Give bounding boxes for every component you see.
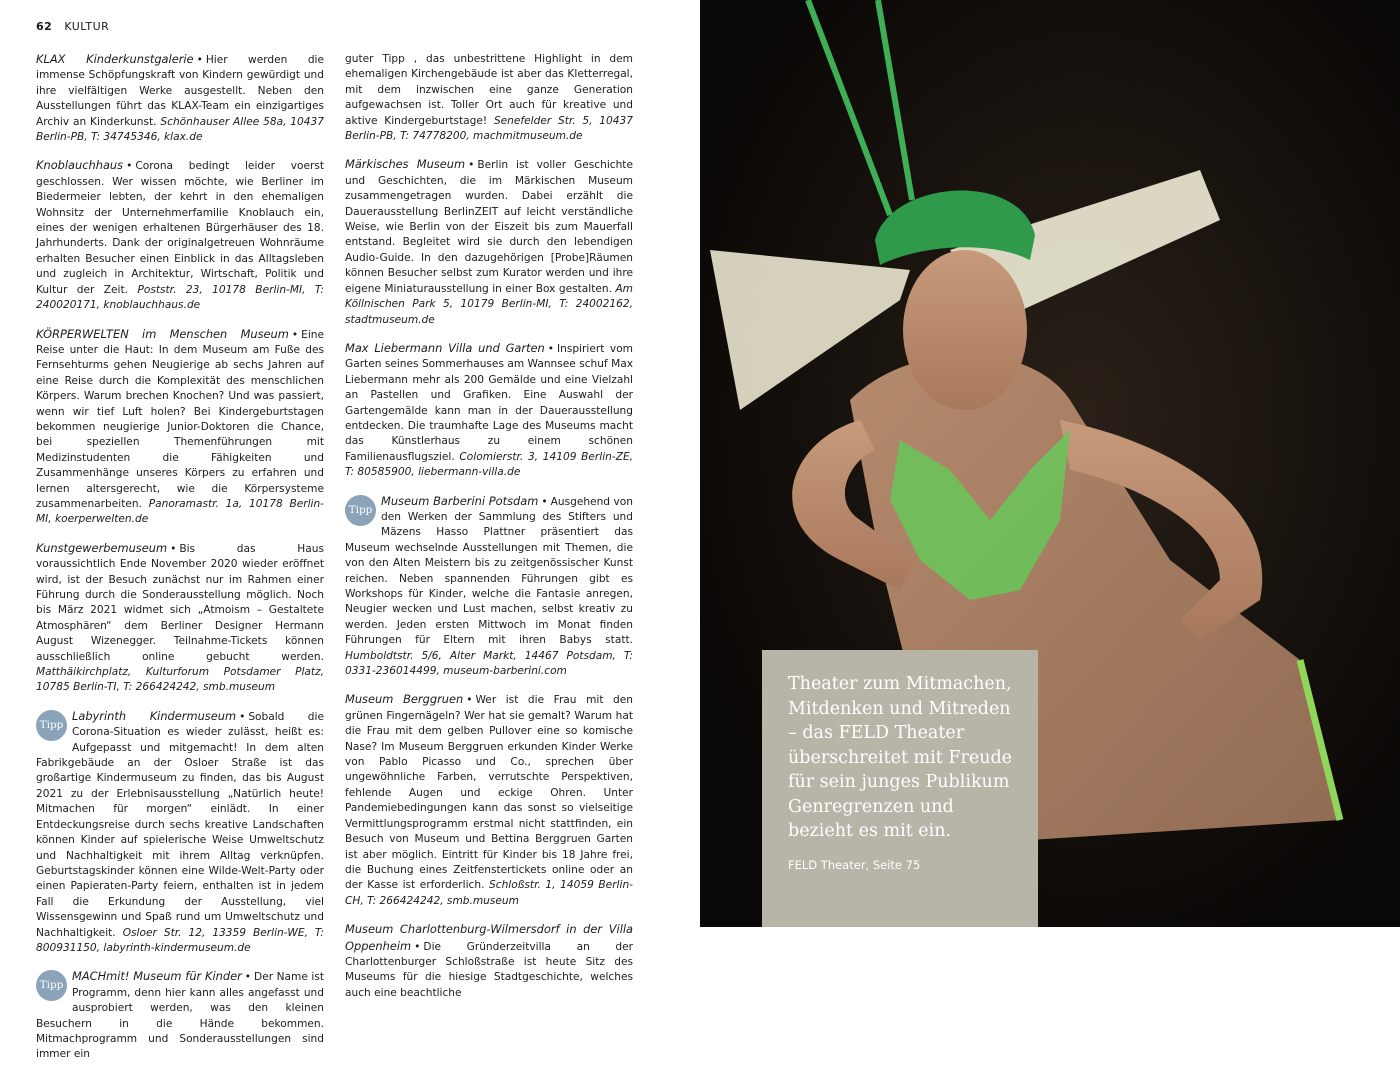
entry-machmit bbox=[36, 969, 324, 1062]
entry-address: Poststr. 23, 10178 Berlin-MI, T: 240020171, knoblauchhaus.de bbox=[36, 283, 325, 312]
right-text-column bbox=[345, 52, 633, 1014]
entry-separator: • bbox=[468, 159, 475, 172]
caption-credit: FELD Theater, Seite 75 bbox=[788, 857, 921, 872]
entry-title: KÖRPERWELTEN im Menschen Museum bbox=[36, 326, 289, 341]
entry-text: Corona bedingt leider voerst geschlossen. Wer wissen möchte, wie Berliner im Biedermeier lebten, der kehrt in den ehemaligen Wohnsitz der Unternehmerfamilie Knoblauch ein, eines der wenigen erhaltenen Bürgerhäuser des 18. Jahrhunderts. Dank der originalgetreuen Wohnräume erhalten Besucher einen Einblick in das Alltagsleben und zugleich in Architektur, Wirtschaft, Politik und Kultur der Zeit. bbox=[36, 160, 324, 296]
entry-liebermann-villa bbox=[345, 341, 633, 481]
entry-separator: • bbox=[291, 328, 299, 341]
left-column bbox=[36, 52, 324, 1076]
entry-separator: • bbox=[414, 940, 421, 953]
entry-separator: • bbox=[196, 54, 203, 66]
entry-address: Schloßstr. 1, 14059 Berlin-CH, T: 266424242, smb.museum bbox=[345, 879, 633, 907]
entry-machmit-continuation bbox=[345, 52, 633, 144]
entry-text: guter Tipp , das unbestrittene Highlight in dem ehemaligen Kirchengebäude ist aber das Kletterregal, mit dem inzwischen eine ganze Generation aufgewachsen ist. Toller Ort auch für kreative und aktive Kindergeburtstage! bbox=[345, 53, 633, 127]
right-page-photo bbox=[700, 0, 1400, 927]
entry-title: Museum Barberini Potsdam bbox=[381, 493, 539, 508]
entry-address: Schönhauser Allee 58a, 10437 Berlin-PB, T: 34745346, klax.de bbox=[36, 115, 324, 144]
caption-text: Theater zum Mitmachen, Mitdenken und Mitreden – das FELD Theater überschreitet mit Freude für sein junges Publikum Genregrenzen und bezieht es mit ein. bbox=[788, 674, 1013, 841]
entry-address: Senefelder Str. 5, 10437 Berlin-PB, T: 74778200, machmitmuseum.de bbox=[345, 114, 633, 143]
entry-text: Berlin ist voller Geschichte und Geschichten, die im Märkischen Museum zusammengetragen wurden. Dabei erzählt die Dauerausstellung BerlinZEIT auf leicht verständliche Weise, wie Berlin von der Eiszeit bis zum Mauerfall entstand. Begleitet wird sie durch den lebendigen Audio-Guide. In den dazugehörigen [Probe]Räumen können Besucher selbst zum Kurator werden und ihre eigene Miniaturausstellung in einer Box gestalten. bbox=[345, 159, 633, 295]
entry-address: Matthäikirchplatz, Kulturforum Potsdamer Platz, 10785 Berlin-TI, T: 266424242, smb.museum bbox=[36, 666, 324, 694]
entry-separator: • bbox=[170, 542, 177, 555]
entry-address: Panoramastr. 1a, 10178 Berlin-MI, koerperwelten.de bbox=[36, 497, 325, 526]
entry-text: Inspiriert vom Garten seines Sommerhauses am Wannsee schuf Max Liebermann mehr als 200 Gemälde und eine Vielzahl an Pastellen und Grafiken. Eine Auswahl der Gartengemälde kann man in der Dauerausstellung entdecken. Die traumhafte Lage des Museums macht das Künstlerhaus zu einem schönen Familienausflugsziel. bbox=[345, 342, 633, 463]
entry-title: Märkisches Museum bbox=[345, 157, 466, 172]
entry-villa-oppenheim bbox=[345, 922, 633, 1001]
entry-text: Bis das Haus voraussichtlich Ende November 2020 wieder eröffnet wird, ist der Besuch zunächst nur im Rahmen einer Führung durch die Sonderausstellung möglich. Noch bis März 2021 widmet sich „Atmoism – Gestaltete Atmosphären“ dem Berliner Designer Hermann August Wizenegger. Teilnahme-Tickets können ausschließlich online gebucht werden. bbox=[36, 542, 324, 663]
tipp-badge: Tipp bbox=[36, 970, 67, 1001]
entry-text: Wer ist die Frau mit den grünen Fingernägeln? Wer hat sie gemalt? Warum hat die Frau mit dem gelben Pullover eine so komische Nase? Im Museum Berggruen erkunden Kinder Werke von Pablo Picasso und Co., sprechen über ungewöhnliche Farben, verrutschte Perspektiven, fehlende Augen und eckige Ohren. Unter Pandemiebedingungen kann das sonst so vielseitige Vermittlungsprogramm erstmal nicht stattfinden, ein Besuch von Museum und Bettina Berggruen Garten ist aber möglich. Eintritt für Kinder bis 18 Jahre frei, die Buchung eines Zeitfenstertickets online oder an der Kasse ist erforderlich. bbox=[345, 694, 633, 892]
entry-separator: • bbox=[244, 971, 252, 984]
entry-separator: • bbox=[466, 694, 473, 707]
entry-text: Sobald die Corona-Situation es wieder zulässt, heißt es: Aufgepasst und mitgemacht! In dem alten Fabrikgebäude an der Osloer Straße ist das großartige Kindermuseum zu finden, das bis August 2021 zu der Erlebnisausstellung „Natürlich heute! Mitmachen für morgen“ einlädt. In einer Entdeckungsreise durch sechs kreative Landschaften können Kinder auf spielerische Weise Umweltschutz und Nachhaltigkeit mit ihrem Alltag verknüpfen. Geburtstagskinder können eine Wilde-Welt-Party oder einen Papieraten-Party feiern, enthalten ist in jedem Fall die Erkundung der Ausstellung, viel Wissensgewinn und Spaß rund um Umweltschutz und Nachhaltigkeit. bbox=[36, 710, 324, 939]
entry-title: Museum Charlottenburg-Wilmersdorf in der Villa Oppenheim bbox=[345, 922, 633, 953]
entry-text: Der Name ist Programm, denn hier kann alles angefasst und ausprobiert werden, was den kleinen Besuchern in die Hände bekommen. Mitmachprogramm und Sonderausstellungen sind immer ein bbox=[36, 971, 324, 1061]
entry-maerkisches-museum bbox=[345, 157, 633, 327]
performer-head bbox=[903, 250, 1027, 410]
entry-title: KLAX Kinderkunstgalerie bbox=[36, 52, 194, 66]
section-title: KULTUR bbox=[64, 20, 110, 33]
entry-koerperwelten bbox=[36, 327, 324, 528]
entry-title: Kunstgewerbemuseum bbox=[36, 540, 168, 555]
entry-address: Colomierstr. 3, 14109 Berlin-ZE, T: 80585900, liebermann-villa.de bbox=[345, 450, 634, 479]
entry-kunstgewerbemuseum bbox=[36, 541, 324, 696]
entry-klax bbox=[36, 52, 324, 145]
entry-knoblauchhaus bbox=[36, 158, 324, 313]
entry-address: Humboldtstr. 5/6, Alter Markt, 14467 Potsdam, T: 0331-236014499, museum-barberini.com bbox=[345, 649, 633, 678]
tipp-badge: Tipp bbox=[36, 710, 67, 741]
entry-text: Hier werden die immense Schöpfungskraft von Kindern gewürdigt und ihre vielfältigen Werke ausgestellt. Neben den Ausstellungen führt das KLAX-Team ein einzigartiges Archiv an Kinderkunst. bbox=[36, 54, 325, 128]
entry-separator: • bbox=[239, 710, 246, 723]
entry-labyrinth bbox=[36, 709, 324, 957]
page-number: 62 bbox=[36, 20, 53, 33]
entry-separator: • bbox=[126, 160, 133, 173]
entry-title: Max Liebermann Villa und Garten bbox=[345, 340, 545, 355]
page-header bbox=[36, 20, 109, 33]
left-page bbox=[0, 0, 700, 1061]
entry-address: Osloer Str. 12, 13359 Berlin-WE, T: 800931150, labyrinth-kindermuseum.de bbox=[36, 926, 325, 954]
entry-berggruen bbox=[345, 692, 633, 909]
entry-address: Am Köllnischen Park 5, 10179 Berlin-MI, T: 24002162, stadtmuseum.de bbox=[345, 282, 634, 326]
entry-text: Eine Reise unter die Haut: In dem Museum am Fuße des Fernsehturms gehen Neugierige ab sechs Jahren auf eine Reise durch die Komplexität des menschlichen Körpers. Warum brechen Knochen? Und was passiert, wenn wir tief Luft holen? Bei Kindergeburtstagen bekommen neugierige Junior-Doktoren die Chance, bei speziellen Themenführungen mit Medizinstudenten die Fähigkeiten und Zusammenhänge unseres Körpers zu erfahren und lernen altersgerecht, wie die Körpersysteme zusammenarbeiten. bbox=[36, 328, 324, 510]
entry-title: Knoblauchhaus bbox=[36, 158, 124, 173]
photo-caption-box bbox=[762, 650, 1038, 927]
entry-title: Museum Berggruen bbox=[345, 692, 464, 707]
entry-text: Die Gründerzeitvilla an der Charlottenburger Schloßstraße ist heute Sitz des Museums für die hiesige Stadtgeschichte, welches auch eine beachtliche bbox=[345, 940, 633, 999]
entry-text: Ausgehend von den Werken der Sammlung des Stifters und Mäzens Hasso Plattner präsentiert das Museum wechselnde Ausstellungen mit Themen, die von den Alten Meistern bis zu zeitgenössischer Kunst reichen. Neben spannenden Führungen gibt es Workshops für Kinder, welche die Fantasie anregen, Neugier wecken und Lust machen, selbst kreativ zu werden. Jeden ersten Mittwoch im Monat finden Führungen für Eltern mit ihren Babys statt. bbox=[345, 495, 633, 647]
entry-barberini bbox=[345, 494, 633, 680]
entry-separator: • bbox=[541, 495, 548, 508]
entry-separator: • bbox=[547, 342, 555, 355]
entry-title: Labyrinth Kindermuseum bbox=[72, 708, 237, 723]
entry-title: MACHmit! Museum für Kinder bbox=[72, 969, 242, 984]
tipp-badge: Tipp bbox=[345, 495, 376, 526]
